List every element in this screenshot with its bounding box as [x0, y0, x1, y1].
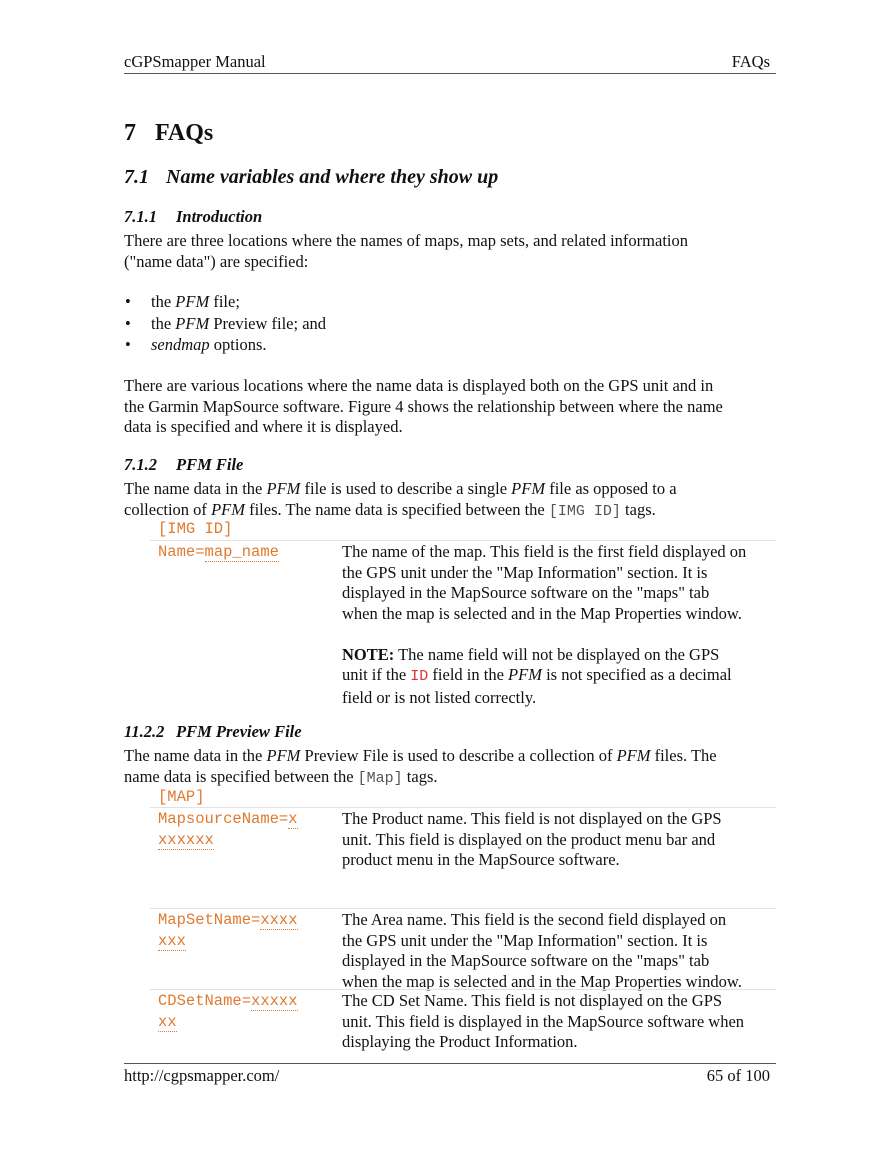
field-name: [158, 809, 328, 851]
text: The name data in the: [124, 479, 267, 498]
text: The name data in the: [124, 746, 267, 765]
header-section: FAQs: [731, 52, 770, 71]
field-value-placeholder: xxx: [158, 932, 186, 950]
text: CDSetName=: [158, 992, 252, 1010]
locations-list: [124, 291, 326, 356]
field-description: [342, 910, 778, 992]
section-number: 7.1: [124, 166, 149, 188]
map-tag: [MAP]: [158, 788, 205, 806]
note-label: NOTE:: [342, 644, 395, 664]
list-item: [124, 334, 326, 356]
header-title: cGPSmapper Manual: [124, 52, 266, 71]
text-line: the GPS unit under the "Map Information" section. It is: [342, 930, 708, 950]
emphasis: PFM: [616, 746, 651, 765]
text-line: [158, 931, 328, 952]
inline-code: [IMG ID]: [548, 502, 621, 520]
text-line: The Product name. This field is not displayed on the GPS: [342, 809, 722, 828]
text-line: [124, 746, 776, 767]
note-line: field or is not listed correctly.: [342, 687, 537, 707]
emphasis: PFM: [175, 313, 210, 333]
emphasis: PFM: [511, 479, 546, 498]
text: tags.: [620, 499, 656, 519]
emphasis: sendmap: [151, 335, 210, 354]
page-header: [124, 52, 776, 74]
text-line: [124, 500, 776, 523]
subsection-heading-pfm-file: [124, 455, 243, 475]
text: Name=: [158, 543, 205, 561]
table-row: [150, 908, 776, 990]
text-line: displayed in the MapSource software on the "maps" tab: [342, 951, 710, 970]
text: file is used to describe a single: [300, 479, 512, 498]
bullet-icon: •: [125, 313, 131, 333]
text-line: [158, 910, 328, 931]
chapter-heading: [124, 120, 213, 147]
text-line: ("name data") are specified:: [124, 251, 309, 271]
bullet-icon: •: [125, 335, 131, 354]
text-line: The CD Set Name. This field is not displayed on the GPS: [342, 991, 723, 1010]
subsection-title: Introduction: [176, 207, 263, 226]
inline-code: [Map]: [357, 769, 403, 787]
field-value-placeholder: map_name: [204, 543, 279, 561]
page-number: 65 of 100: [706, 1066, 770, 1085]
pfm-paragraph: [124, 479, 776, 522]
text: file;: [209, 292, 240, 311]
field-value-placeholder: xxxxxx: [158, 831, 214, 849]
subsection-heading-introduction: [124, 207, 262, 227]
spacer: [342, 624, 778, 645]
footer-url[interactable]: http://cgpsmapper.com/: [124, 1066, 280, 1085]
text-line: unit. This field is displayed on the product menu bar and: [342, 829, 716, 849]
text-line: [158, 809, 328, 830]
field-description: [342, 809, 778, 871]
bullet-icon: •: [125, 292, 131, 311]
text-line: unit. This field is displayed in the MapSource software when: [342, 1011, 745, 1031]
text: tags.: [402, 766, 438, 786]
img-id-tag: [IMG ID]: [158, 520, 233, 538]
display-locations-paragraph: [124, 376, 776, 438]
emphasis: PFM: [266, 479, 301, 498]
text: Preview file; and: [209, 313, 327, 333]
inline-code: ID: [410, 668, 429, 685]
chapter-title: FAQs: [155, 120, 214, 146]
text: the: [151, 292, 176, 311]
page-footer: [124, 1063, 776, 1086]
field-value-placeholder: x: [288, 810, 298, 828]
field-value-placeholder: xxxx: [260, 911, 298, 929]
text-line: when the map is selected and in the Map Properties window.: [342, 603, 742, 623]
text-line: data is specified and where it is displayed.: [124, 417, 403, 436]
text: MapSetName=: [158, 911, 261, 929]
text-line: There are various locations where the name data is displayed both on the GPS unit and in: [124, 376, 714, 395]
list-item: [124, 313, 326, 335]
text: Preview File is used to describe a collection of: [300, 746, 617, 765]
section-title: Name variables and where they show up: [166, 166, 499, 188]
subsection-title: PFM File: [176, 455, 244, 474]
subsection-heading-pfm-preview: [124, 722, 302, 742]
intro-paragraph: [124, 231, 776, 272]
text-line: [158, 1012, 328, 1033]
text-line: product menu in the MapSource software.: [342, 850, 620, 869]
subsection-title: PFM Preview File: [176, 722, 302, 741]
text-line: the GPS unit under the "Map Information" section. It is: [342, 562, 708, 582]
text: MapsourceName=: [158, 810, 289, 828]
field-name: [158, 542, 328, 563]
text-line: The Area name. This field is the second field displayed on: [342, 910, 727, 929]
subsection-number: 7.1.2: [124, 455, 157, 474]
note-line: [342, 665, 778, 688]
text: field in the: [428, 665, 509, 684]
note-line: [342, 645, 778, 666]
field-description: [342, 991, 778, 1053]
subsection-number: 11.2.2: [124, 722, 165, 741]
text: files. The name data is specified between the: [244, 499, 549, 519]
text: unit if the: [342, 665, 411, 684]
emphasis: PFM: [266, 746, 301, 765]
text: the: [151, 313, 176, 333]
emphasis: PFM: [175, 292, 210, 311]
field-value-placeholder: xxxxx: [251, 992, 298, 1010]
text-line: when the map is selected and in the Map Properties window.: [342, 971, 742, 991]
text: name data is specified between the: [124, 766, 358, 786]
table-row: [150, 540, 776, 705]
text-line: [124, 479, 776, 500]
text-line: the Garmin MapSource software. Figure 4 shows the relationship between where the name: [124, 396, 723, 416]
emphasis: PFM: [508, 665, 542, 684]
text-line: [158, 830, 328, 851]
table-row: [150, 807, 776, 908]
text-line: displaying the Product Information.: [342, 1032, 578, 1051]
text-line: displayed in the MapSource software on the "maps" tab: [342, 583, 710, 602]
field-description: [342, 542, 778, 708]
field-value-placeholder: xx: [158, 1013, 177, 1031]
text: collection of: [124, 499, 212, 519]
field-name: [158, 991, 328, 1033]
emphasis: PFM: [211, 499, 245, 519]
preview-paragraph: [124, 746, 776, 789]
text: file as opposed to a: [545, 479, 677, 498]
subsection-number: 7.1.1: [124, 207, 157, 226]
text-line: The name of the map. This field is the first field displayed on: [342, 542, 747, 561]
text-line: [124, 767, 776, 790]
table-row: [150, 989, 776, 1060]
list-item: [124, 291, 326, 313]
chapter-number: 7: [124, 120, 136, 146]
text: files. The: [650, 746, 717, 765]
text: options.: [209, 335, 267, 354]
section-heading: [124, 166, 498, 189]
field-name: [158, 910, 328, 952]
text-line: There are three locations where the names of maps, map sets, and related information: [124, 231, 688, 250]
text: is not specified as a decimal: [541, 665, 732, 684]
text-line: [158, 991, 328, 1012]
text: The name field will not be displayed on the GPS: [394, 644, 720, 664]
